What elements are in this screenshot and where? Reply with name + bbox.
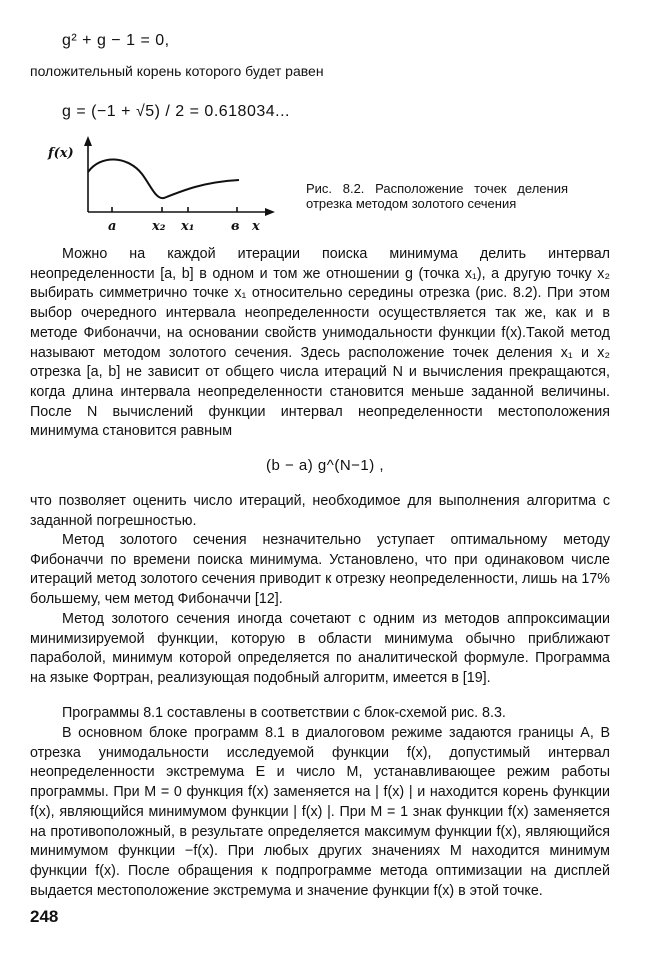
quadratic-equation: g² + g − 1 = 0,	[62, 32, 170, 49]
paragraph-2	[30, 492, 610, 531]
y-axis-arrow	[84, 136, 92, 146]
interval-equation: (b − a) g^(N−1) ,	[266, 457, 385, 474]
root-equation: g = (−1 + √5) / 2 = 0.618034...	[62, 103, 290, 120]
paragraph-6-text: В основном блоке программ 8.1 в диалоговом режиме задаются границы А, В отрезка унимодальности исследуемой функции f(x), допустимый интервал неопределенности экстремума Е и число М, устанавливающее режим работы программы. При М = 0 функция f(x) заменяется на | f(x) | и находится корень функции f(x), являющийся минимумом функции | f(x) |. При М = 1 знак функции f(x) заменяется на противоположный, в результате определяется максимум функции f(x), являющийся минимумом функции −f(x). При любых других значениях М находится минимум функции f(x). После обращения к подпрограмме метода оптимизации на дисплей выдается местоположение экстремума и значение функции f(x) в этой точке.	[30, 725, 610, 899]
function-curve	[88, 159, 239, 198]
x-label-x2: x₂	[152, 219, 166, 234]
paragraph-6	[30, 724, 610, 901]
paragraph-2-text: что позволяет оценить число итераций, необходимое для выполнения алгоритма с заданной погрешностью.	[30, 493, 610, 529]
paragraph-3-text: Метод золотого сечения незначительно уступает оптимальному методу Фибоначчи по времени поиска минимума. Установлено, что при одинаковом числе итераций метод золотого сечения приводит к отрезку неопределенности, лишь на 17% большему, чем метод Фибоначчи [12].	[30, 532, 610, 608]
paragraph-5-text: Программы 8.1 составлены в соответствии с блок-схемой рис. 8.3.	[62, 705, 506, 721]
intro-line: положительный корень которого будет равен	[30, 63, 324, 79]
paragraph-4-text: Метод золотого сечения иногда сочетают с одним из методов аппроксимации минимизируемой функции, которую в области минимума обычно приближают параболой, минимум которой определяется по аналитической формуле. Программа на языке Фортран, реализующая подобный алгоритм, имеется в [19].	[30, 611, 610, 687]
paragraph-1	[30, 245, 610, 442]
x-label-x: x	[252, 219, 260, 234]
golden-section-figure	[46, 134, 281, 234]
x-axis-arrow	[265, 208, 275, 216]
page-number: 248	[30, 907, 59, 926]
y-axis-label: f(x)	[48, 146, 74, 161]
paragraph-3	[30, 531, 610, 610]
x-label-b: в	[231, 219, 240, 234]
x-label-a: a	[108, 219, 117, 234]
x-label-x1: x₁	[181, 219, 195, 234]
paragraph-4	[30, 610, 610, 689]
figure-caption-text: Рис. 8.2. Расположение точек деления отрезка методом золотого сечения	[306, 181, 568, 211]
paragraph-1-text: Можно на каждой итерации поиска минимума делить интервал неопределенности [a, b] в одном и том же отношении g (точка x₁), а другую точку x₂ выбирать симметрично точке x₁ относительно середины отрезка (рис. 8.2). При этом выбор очередного интервала неопределенности осуществляется так же, как и в методе Фибоначчи, на основании свойств унимодальности функции f(x).Такой метод называют методом золотого сечения. Здесь расположение точек деления x₁ и x₂ отрезка [a, b] не зависит от общего числа итераций N и вычисления прекращаются, когда длина интервала неопределенности становится меньше заданной величины. После N вычислений функции интервал неопределенности местоположения минимума становится равным	[30, 246, 610, 440]
figure-caption	[306, 181, 568, 211]
paragraph-5	[30, 704, 610, 724]
